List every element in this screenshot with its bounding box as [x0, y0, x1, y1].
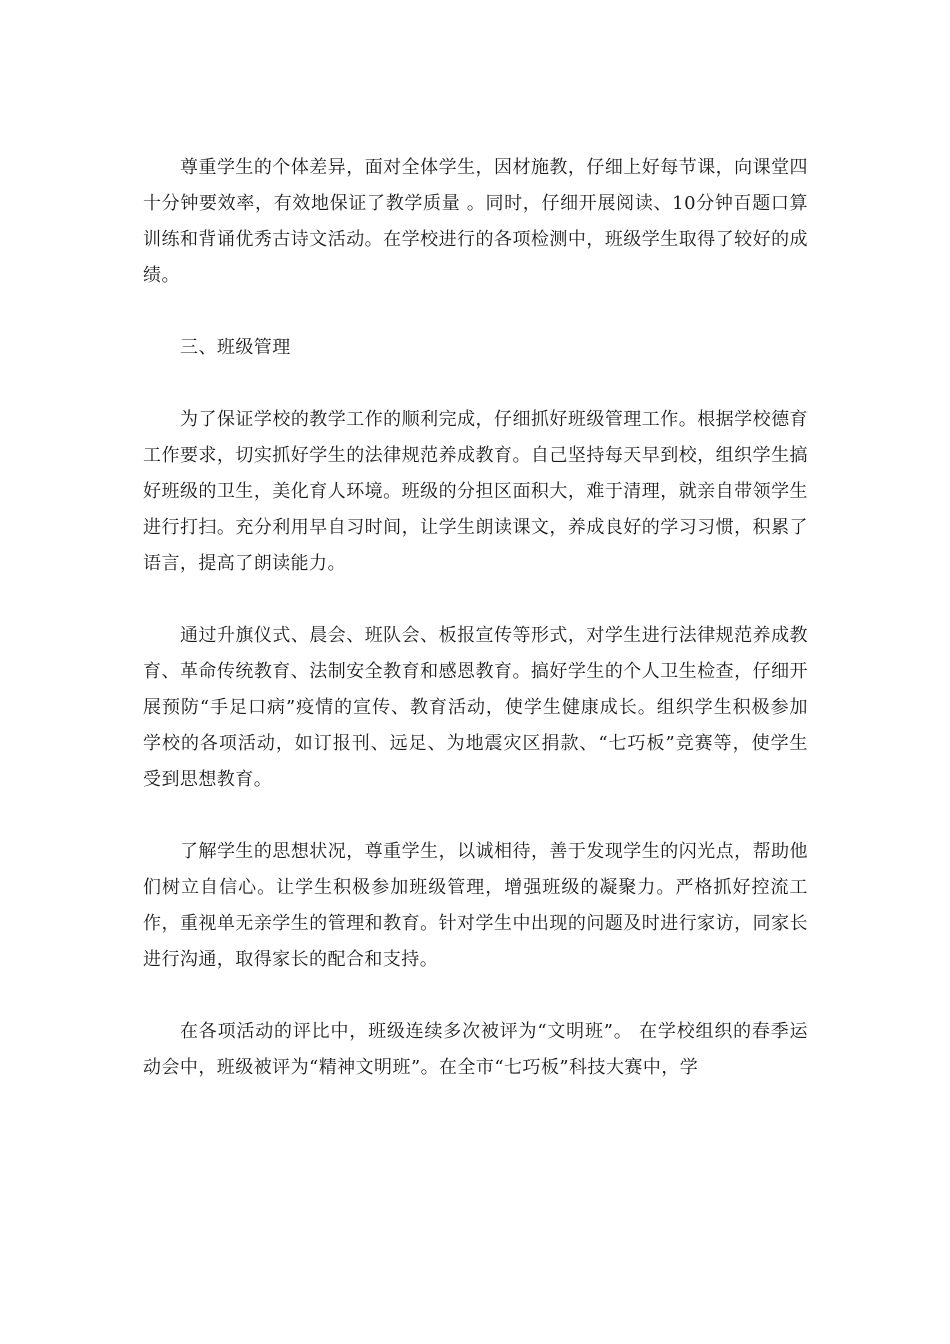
section-heading-class-management: 三、班级管理 [180, 337, 291, 358]
paragraph-teaching-quality: 尊重学生的个体差异，面对全体学生，因材施教，仔细上好每节课，向课堂四十分钟要效率，有效地保证了教学质量 。同时，仔细开展阅读、10分钟百题口算训练和背诵优秀古诗文活动。在学校进行的各项检测中，班级学生取得了较好的成绩。 [143, 157, 808, 286]
paragraph-student-care: 了解学生的思想状况，尊重学生，以诚相待，善于发现学生的闪光点，帮助他们树立自信心。让学生积极参加班级管理，增强班级的凝聚力。严格抓好控流工作，重视单无亲学生的管理和教育。针对学生中出现的问题及时进行家访，同家长进行沟通，取得家长的配合和支持。 [143, 841, 808, 970]
paragraph-awards: 在各项活动的评比中，班级连续多次被评为“文明班”。 在学校组织的春季运动会中，班级被评为“精神文明班”。在全市“七巧板”科技大赛中，学 [143, 1021, 808, 1078]
paragraph-moral-education: 通过升旗仪式、晨会、班队会、板报宣传等形式，对学生进行法律规范养成教育、革命传统教育、法制安全教育和感恩教育。搞好学生的个人卫生检查，仔细开展预防“手足口病”疫情的宣传、教育活动，使学生健康成长。组织学生积极参加学校的各项活动，如订报刊、远足、为地震灾区捐款、“七巧板”竞赛等，使学生受到思想教育。 [143, 625, 808, 790]
paragraph-class-management: 为了保证学校的教学工作的顺利完成，仔细抓好班级管理工作。根据学校德育工作要求，切实抓好学生的法律规范养成教育。自己坚持每天早到校，组织学生搞好班级的卫生，美化育人环境。班级的分担区面积大，难于清理，就亲自带领学生进行打扫。充分利用早自习时间，让学生朗读课文，养成良好的学习习惯，积累了语言，提高了朗读能力。 [143, 409, 808, 574]
document-page [143, 150, 808, 1122]
